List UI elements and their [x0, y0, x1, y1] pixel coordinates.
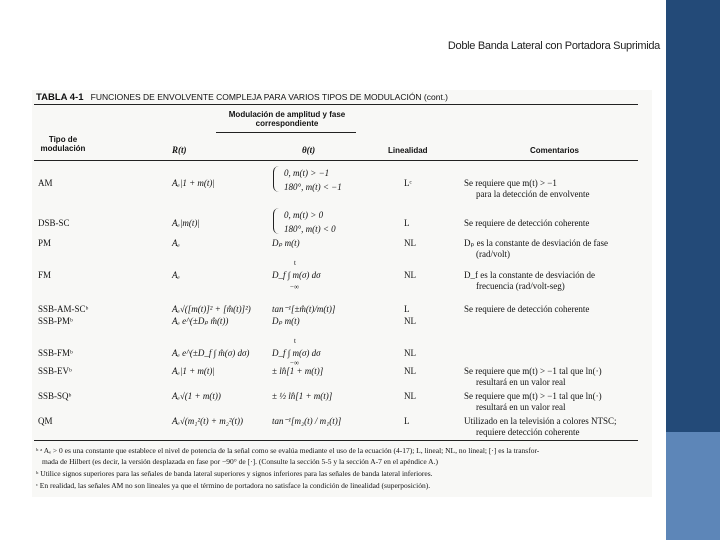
- row-ssb-fm-theta: D_f ∫ m(σ) dσ: [272, 348, 321, 358]
- row-fm-R: Aₑ: [172, 270, 180, 280]
- row-am-type: AM: [38, 178, 53, 188]
- row-am-R: Aₑ|1 + m(t)|: [172, 178, 215, 188]
- row-fm-limit-top: t: [294, 259, 296, 267]
- slide-title: Doble Banda Lateral con Portadora Suprimida: [447, 40, 660, 52]
- row-am-linearity: Lᶜ: [404, 178, 412, 188]
- header-R: R(t): [172, 145, 187, 155]
- brace-dsb: [273, 208, 280, 234]
- row-pm-type: PM: [38, 238, 52, 248]
- row-ssb-pm-type: SSB-PMᵇ: [38, 316, 73, 326]
- row-fm-comment-1: D_f es la constante de desviación de: [464, 270, 595, 280]
- sidebar-accent-block: [666, 432, 720, 540]
- top-rule: [34, 104, 638, 105]
- row-fm-limit-bottom: −∞: [290, 283, 299, 291]
- header-type: Tipo de modulación: [40, 135, 86, 153]
- row-ssb-sq-R: Aₑ√(1 + m(t)): [172, 391, 221, 401]
- scanned-table-page: [32, 90, 652, 497]
- row-qm-comment-2: requiere detección coherente: [476, 427, 580, 437]
- header-linearity: Linealidad: [388, 146, 428, 155]
- row-dsb-type: DSB-SC: [38, 218, 70, 228]
- row-pm-linearity: NL: [404, 238, 416, 248]
- row-fm-linearity: NL: [404, 270, 416, 280]
- row-ssb-am-sc-type: SSB-AM-SCᵇ: [38, 304, 89, 314]
- header-theta: θ(t): [302, 145, 316, 155]
- row-ssb-fm-limit-top: t: [294, 337, 296, 345]
- row-pm-theta: Dₚ m(t): [272, 238, 300, 248]
- row-dsb-comment-1: Se requiere de detección coherente: [464, 218, 590, 228]
- footnote-c: ᶜ En realidad, las señales AM no son lineales ya que el término de portadora no satisface la condición de linealidad (superposición).: [36, 481, 431, 490]
- row-fm-comment-2: frecuencia (rad/volt-seg): [476, 281, 565, 291]
- row-ssb-am-sc-comment-1: Se requiere de detección coherente: [464, 304, 590, 314]
- row-am-comment-1: Se requiere que m(t) > −1: [464, 178, 557, 188]
- row-ssb-am-sc-R: Aₑ√([m(t)]² + [m̂(t)]²): [172, 304, 251, 314]
- row-ssb-pm-R: Aₑ e^(±Dₚ m̂(t)): [172, 316, 229, 326]
- table-caption: [36, 92, 448, 103]
- row-dsb-R: Aₑ|m(t)|: [172, 218, 200, 228]
- row-fm-type: FM: [38, 270, 52, 280]
- row-am-theta-a: 0, m(t) > −1: [284, 168, 330, 178]
- bottom-rule: [34, 440, 638, 441]
- row-ssb-sq-theta: ± ½ ln̂[1 + m(t)]: [272, 391, 333, 401]
- row-am-comment-2: para la detección de envolvente: [476, 189, 590, 199]
- row-qm-R: Aₑ√(m₁²(t) + m₂²(t)): [172, 416, 244, 426]
- row-pm-comment-2: (rad/volt): [476, 249, 510, 259]
- row-ssb-ev-comment-1: Se requiere que m(t) > −1 tal que ln(·): [464, 366, 602, 376]
- row-ssb-sq-comment-1: Se requiere que m(t) > −1 tal que ln(·): [464, 391, 602, 401]
- row-ssb-fm-linearity: NL: [404, 348, 416, 358]
- footnote-b: ᵇ Utilice signos superiores para las señales de banda lateral superiores y signos inferiores para las señales de banda lateral inferiores.: [36, 469, 433, 478]
- row-pm-comment-1: Dₚ es la constante de desviación de fase: [464, 238, 609, 248]
- table-title: FUNCIONES DE ENVOLVENTE COMPLEJA PARA VARIOS TIPOS DE MODULACIÓN (cont.): [90, 92, 449, 102]
- header-rule: [34, 160, 638, 161]
- row-ssb-fm-limit-bottom: −∞: [290, 359, 299, 367]
- row-ssb-fm-R: Aₑ e^(±D_f ∫ m̂(σ) dσ): [172, 348, 250, 358]
- header-group-label: Modulación de amplitud y fase correspondiente: [228, 110, 346, 128]
- row-ssb-sq-comment-2: resultará en un valor real: [476, 402, 566, 412]
- row-qm-comment-1: Utilizado en la televisión a colores NTSC;: [464, 416, 617, 426]
- table-number: TABLA 4-1: [36, 92, 84, 103]
- row-ssb-ev-R: Aₑ|1 + m(t)|: [172, 366, 215, 376]
- header-group-rule: [216, 132, 356, 133]
- row-ssb-ev-type: SSB-EVᵇ: [38, 366, 72, 376]
- row-dsb-theta-a: 0, m(t) > 0: [284, 210, 324, 220]
- footnote-a-cont: mada de Hilbert (es decir, la versión desplazada en fase por −90° de [·]. (Consulte la sección 5-5 y la sección A-7 en el apéndice A.): [42, 457, 438, 466]
- brace-am: [273, 166, 280, 192]
- row-qm-linearity: L: [404, 416, 410, 426]
- row-am-theta-b: 180°, m(t) < −1: [284, 182, 342, 192]
- row-pm-R: Aₑ: [172, 238, 180, 248]
- row-ssb-am-sc-linearity: L: [404, 304, 410, 314]
- row-ssb-pm-linearity: NL: [404, 316, 416, 326]
- row-dsb-theta-b: 180°, m(t) < 0: [284, 224, 336, 234]
- row-ssb-sq-type: SSB-SQᵇ: [38, 391, 72, 401]
- header-comments: Comentarios: [530, 146, 579, 155]
- footnote-a: ᵇ ᵃ Aₑ > 0 es una constante que establece el nivel de potencia de la señal como se evalúa mediante el uso de la ecuación (4-17); L, lineal; NL, no lineal; [·] es la transfor-: [36, 446, 540, 455]
- row-ssb-ev-theta: ± ln̂[1 + m(t)]: [272, 366, 324, 376]
- row-qm-type: QM: [38, 416, 53, 426]
- row-dsb-linearity: L: [404, 218, 410, 228]
- row-qm-theta: tan⁻¹[m₂(t) / m₁(t)]: [272, 416, 342, 426]
- row-ssb-pm-theta: Dₚ m(t): [272, 316, 300, 326]
- row-ssb-ev-comment-2: resultará en un valor real: [476, 377, 566, 387]
- row-ssb-fm-type: SSB-FMᵇ: [38, 348, 73, 358]
- row-ssb-ev-linearity: NL: [404, 366, 416, 376]
- row-ssb-sq-linearity: NL: [404, 391, 416, 401]
- row-ssb-am-sc-theta: tan⁻¹[±m̂(t)/m(t)]: [272, 304, 336, 314]
- row-fm-theta: D_f ∫ m(σ) dσ: [272, 270, 321, 280]
